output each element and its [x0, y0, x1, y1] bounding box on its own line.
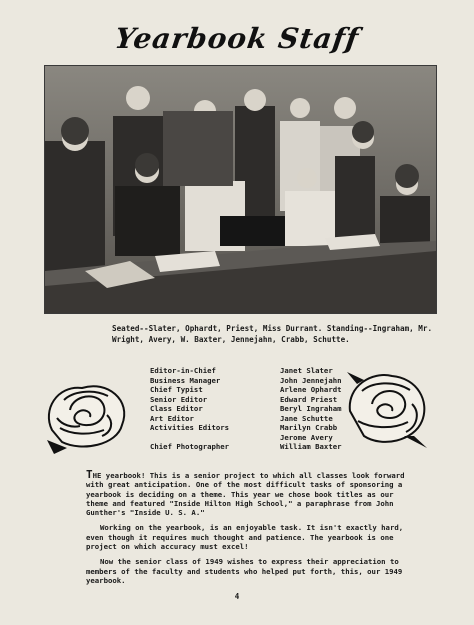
staff-name: William Baxter: [280, 442, 342, 451]
photo-caption: Seated--Slater, Ophardt, Priest, Miss Durrant. Standing--Ingraham, Mr. Wright, Avery, W. Baxter, Jennejahn, Crabb, Schutte.: [112, 324, 433, 344]
staff-role: Activities Editors: [150, 423, 230, 432]
page-title: Yearbook Staff: [112, 22, 362, 55]
staff-role: Editor-in-Chief: [150, 366, 216, 375]
staff-name: Marilyn Crabb: [280, 423, 338, 432]
staff-row: [150, 433, 360, 443]
body-text: [86, 470, 408, 591]
staff-row: [150, 442, 360, 452]
staff-role: Chief Photographer: [150, 442, 230, 451]
staff-name: Arlene Ophardt: [280, 385, 342, 394]
paragraph-1: [86, 470, 408, 517]
paragraph-2: Working on the yearbook, is an enjoyable task. It isn't exactly hard, even though it requires much thought and patience. The yearbook is one project on which accuracy must excel!: [86, 523, 404, 552]
page-number: 4: [234, 592, 240, 601]
staff-role: Business Manager: [150, 375, 221, 385]
staff-role: Class Editor: [150, 404, 203, 413]
staff-row: [150, 414, 360, 424]
paragraph-3: Now the senior class of 1949 wishes to express their appreciation to members of the faculty and students who helped put forth, this, our 1949 yearbook.: [86, 557, 403, 585]
drop-cap: T: [86, 468, 93, 481]
staff-row: [150, 376, 360, 386]
staff-row: [150, 366, 360, 376]
rose-illustration-right: [342, 366, 432, 451]
paragraph-1-text: HE yearbook! This is a senior project to which all classes look forward with great anticipation. One of the most difficult tasks of sponsoring a yearbook is deciding on a theme. This year we chose book titles as our theme and featured "Inside Hilton High School," a paraphrase from John Gunther's "Inside U. S. A.": [86, 471, 405, 518]
staff-row: [150, 404, 360, 414]
staff-name: Edward Priest: [280, 394, 338, 404]
staff-name: Jerome Avery: [280, 432, 333, 442]
staff-group-photo: [44, 65, 437, 314]
staff-row: [150, 385, 360, 395]
staff-name: Jane Schutte: [280, 413, 333, 423]
staff-name: Beryl Ingraham: [280, 404, 342, 413]
rose-illustration-left: [42, 370, 137, 455]
staff-row: [150, 395, 360, 405]
staff-name: Janet Slater: [280, 366, 333, 375]
staff-row: [150, 423, 360, 433]
staff-role: Art Editor: [150, 413, 194, 423]
staff-name: John Jennejahn: [280, 375, 342, 385]
staff-role: Chief Typist: [150, 385, 203, 394]
staff-list: [150, 366, 360, 452]
staff-role: Senior Editor: [150, 394, 208, 404]
